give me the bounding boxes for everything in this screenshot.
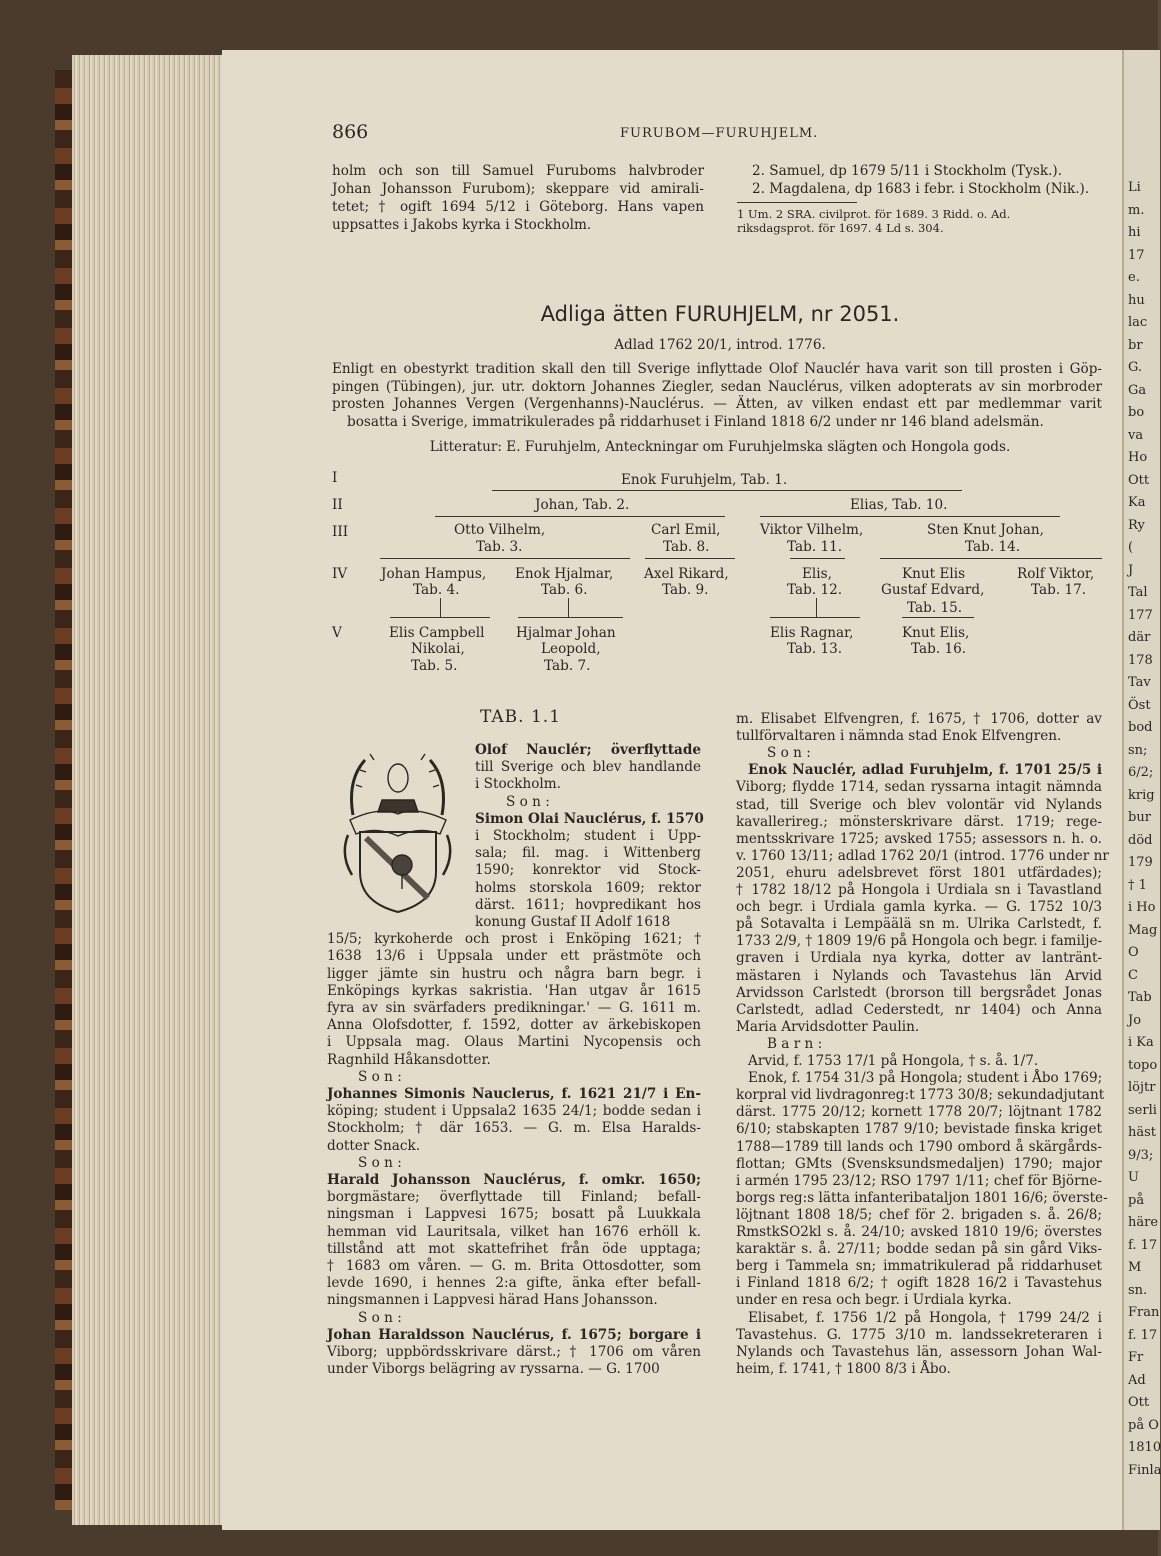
tree-entry: Elis,	[802, 566, 832, 582]
tree-entry: Enok Hjalmar,	[515, 566, 614, 582]
left-column-line: till Sverige och blev handlande	[475, 759, 701, 776]
next-page-fragment: 177	[1128, 607, 1153, 623]
next-page-fragment: Ka	[1128, 495, 1146, 510]
left-column-line: 1590; konrektor vid Stock-	[475, 862, 701, 879]
generation-numeral: I	[332, 470, 338, 486]
next-page-fragment: serli	[1128, 1102, 1157, 1118]
left-column-line: ningsman i Lappvesi 1675; bosatt på Luukkala	[327, 1206, 701, 1223]
tree-entry: Viktor Vilhelm,	[760, 522, 864, 538]
generation-numeral: V	[332, 625, 342, 641]
left-column-line: ningsmannen i Lappvesi härad Hans Johansson.	[327, 1292, 658, 1309]
coat-of-arms	[330, 740, 465, 915]
tree-brace	[390, 617, 490, 624]
tree-entry: Tab. 7.	[544, 658, 591, 674]
left-column-line: köping; student i Uppsala2 1635 24/1; bodde sedan i	[327, 1103, 701, 1120]
tree-entry: Tab. 16.	[911, 641, 967, 657]
next-page-fragment: 179	[1128, 855, 1153, 870]
tree-entry: Leopold,	[541, 641, 601, 657]
left-column-line: levde 1690, i hennes 2:a gifte, änka efter befall-	[327, 1275, 701, 1292]
tree-entry: Tab. 9.	[662, 582, 709, 598]
left-column-line: 1638 13/6 i Uppsala under ett prästmöte och	[327, 948, 701, 965]
next-page-fragment: U	[1128, 1170, 1139, 1185]
left-column-line: Johannes Simonis Nauclerus, f. 1621 21/7 i En-	[327, 1086, 701, 1102]
right-column-line: flottan; GMts (Svensksundsmedaljen) 1790; major	[736, 1155, 1102, 1172]
next-page-fragment: häre	[1128, 1215, 1159, 1230]
next-page-fragment: sn.	[1128, 1282, 1148, 1298]
left-column-line: Johan Haraldsson Nauclérus, f. 1675; borgare i	[327, 1326, 701, 1343]
left-column-line: hemman vid Lauritsala, vilket han 1676 erhöll k.	[327, 1223, 701, 1240]
footnote-line: 1 Um. 2 SRA. civilprot. för 1689. 3 Ridd. o. Ad.	[737, 207, 1011, 221]
left-column-line: i Stockholm.	[475, 776, 561, 793]
next-page-fragment: Ho	[1128, 450, 1148, 465]
left-column-line: sala; fil. mag. i Wittenberg	[475, 845, 701, 862]
right-column-line: under en resa och begr. i Urdiala kyrka.	[736, 1292, 1012, 1309]
next-page-fragment: i Ka	[1128, 1035, 1154, 1050]
literature-line: Litteratur: E. Furuhjelm, Anteckningar om Furuhjelmska slägten och Hongola gods.	[429, 439, 1011, 455]
top-right-line: 2. Samuel, dp 1679 5/11 i Stockholm (Tysk.).	[752, 163, 1063, 179]
tree-entry: Tab. 3.	[476, 539, 523, 555]
next-page-fragment: J	[1128, 562, 1134, 578]
right-column-line: mentsskrivare 1725; avsked 1755; assessors n. h. o.	[736, 830, 1102, 847]
top-left-line: Johan Johansson Furubom); skeppare vid amirali-	[332, 181, 704, 197]
right-column-line: Enok Nauclér, adlad Furuhjelm, f. 1701 25/5 i	[748, 762, 1102, 779]
right-column-line: RmstkSO2kl s. å. 24/10; avsked 1810 19/6; överstes	[736, 1224, 1102, 1240]
tab-title: TAB. 1.1	[480, 707, 562, 727]
right-column-line: borgs reg:s lätta infanteribataljon 1801 16/6; överste-	[736, 1189, 1108, 1206]
next-page-fragment: löjtr	[1128, 1080, 1156, 1095]
tree-entry: Tab. 6.	[541, 582, 588, 598]
tree-entry: Tab. 5.	[411, 658, 458, 674]
next-page-fragment: Fr	[1128, 1350, 1144, 1365]
left-column-line: borgmästare; överflyttade till Finland; befall-	[327, 1189, 701, 1206]
top-left-line: uppsattes i Jakobs kyrka i Stockholm.	[332, 217, 592, 233]
intro-line: bosatta i Sverige, immatrikulerades på riddarhuset i Finland 1818 6/2 under nr 146 bland adelsmän.	[347, 413, 1044, 430]
right-column-line: 1788—1789 till lands och 1790 ombord å skärgårds-	[736, 1138, 1102, 1155]
right-column-line: Enok, f. 1754 31/3 på Hongola; student i Åbo 1769;	[748, 1070, 1103, 1087]
tree-entry: Tab. 15.	[907, 600, 963, 616]
left-column-line: 15/5; kyrkoherde och prost i Enköping 1621; †	[327, 931, 701, 948]
right-column-line: karaktär s. å. 27/11; bodde sedan på sin gård Viks-	[736, 1241, 1102, 1258]
next-page-fragment: Mag	[1128, 922, 1158, 938]
tree-entry: Elis Campbell	[389, 625, 485, 641]
next-page-fragment: häst	[1128, 1125, 1157, 1140]
right-column-line: Maria Arvidsdotter Paulin.	[736, 1018, 920, 1035]
tree-entry: Tab. 4.	[413, 582, 460, 598]
next-page-fragment: Ott	[1128, 1395, 1150, 1410]
left-column-line: S o n :	[358, 1309, 402, 1326]
top-left-line: tetet; † ogift 1694 5/12 i Göteborg. Hans vapen	[332, 199, 704, 215]
next-page-fragment: där	[1128, 630, 1151, 645]
next-page-fragment: Ad	[1128, 1372, 1146, 1388]
next-page-fragment: hu	[1128, 292, 1145, 308]
tree-brace	[492, 490, 962, 497]
next-page-fragment: Finla	[1128, 1462, 1161, 1478]
left-column-line: Simon Olai Nauclérus, f. 1570	[475, 810, 704, 827]
next-page-fragment: M	[1128, 1260, 1142, 1275]
next-page-fragment: 1810	[1128, 1440, 1161, 1455]
tree-entry: Knut Elis,	[902, 625, 970, 641]
next-page-fragment: G.	[1128, 360, 1143, 375]
tree-entry: Tab. 8.	[663, 539, 710, 555]
tree-entry: Elis Ragnar,	[770, 625, 854, 641]
tree-entry: Enok Furuhjelm, Tab. 1.	[621, 472, 788, 488]
left-column-line: S o n :	[358, 1068, 402, 1085]
right-column-line: i armén 1795 23/12; RSO 1797 1/11; chef för Björne-	[736, 1172, 1102, 1189]
next-page-fragment: f. 17	[1128, 1327, 1158, 1343]
next-page-fragment: hi	[1128, 225, 1141, 240]
right-column-line: B a r n :	[767, 1035, 823, 1052]
running-title: FURUBOM—FURUHJELM.	[620, 126, 819, 141]
left-column-line: S o n :	[358, 1154, 402, 1171]
tree-brace	[518, 617, 623, 624]
tree-entry: Tab. 17.	[1031, 582, 1087, 598]
next-page-fragment: C	[1128, 967, 1138, 983]
left-column-line: därst. 1611; hovpredikant hos	[475, 896, 701, 913]
next-page-fragment: O	[1128, 945, 1139, 960]
right-column-line: därst. 1775 20/12; kornett 1778 20/7; löjtnant 1782	[736, 1104, 1102, 1121]
right-column-line: på Sotavalta i Lempäälä sn m. Ulrika Carlstedt, f.	[736, 916, 1102, 933]
next-page-fragment: Tal	[1128, 585, 1148, 600]
next-page-fragment: Ott	[1128, 472, 1150, 488]
left-column-line: Stockholm; † där 1653. — G. m. Elsa Haralds-	[327, 1120, 701, 1137]
next-page-fragment: † 1	[1128, 877, 1147, 893]
tree-entry: Johan Hampus,	[381, 566, 487, 582]
next-page-fragment: 17	[1128, 247, 1145, 263]
right-column-line: Elisabet, f. 1756 1/2 på Hongola, † 1799 24/2 i	[748, 1309, 1102, 1326]
tree-entry: Elias, Tab. 10.	[850, 497, 948, 513]
generation-numeral: II	[332, 497, 343, 513]
next-page-fragment: Li	[1128, 180, 1141, 195]
tree-entry: Tab. 13.	[787, 641, 843, 657]
next-page-fragment: topo	[1128, 1057, 1158, 1073]
tree-entry: Sten Knut Johan,	[927, 522, 1044, 538]
left-column-line: † 1683 om våren. — G. m. Brita Ottosdotter, som	[327, 1258, 701, 1274]
right-column-line: S o n :	[767, 745, 811, 762]
tree-brace	[902, 617, 974, 624]
page-edges	[72, 55, 222, 1525]
tree-brace	[880, 558, 1102, 565]
intro-line: prosten Johannes Vergen (Vergenhanns)-Nauclérus. — Ätten, av vilken endast ett par medlemmar varit	[332, 396, 1102, 412]
tree-entry: Tab. 11.	[787, 539, 843, 555]
right-column-line: Carlstedt, adlad Cederstedt, nr 1404) och Anna	[736, 1001, 1102, 1018]
left-column-line: i Stockholm; student i Upp-	[475, 828, 701, 844]
tree-entry: Johan, Tab. 2.	[535, 497, 630, 513]
next-page-fragment: Ga	[1128, 382, 1147, 398]
next-page-fragment: va	[1128, 427, 1144, 443]
intro-line: Enligt en obestyrkt tradition skall den till Sverige inflyttade Olof Nauclér hava varit son till prosten i Göp-	[332, 361, 1102, 377]
right-column-line: stad, till Sverige och blev volontär vid Nylands	[736, 796, 1102, 813]
next-page-fragment: Fran	[1128, 1305, 1160, 1320]
next-page-fragment: på O	[1128, 1417, 1159, 1433]
right-column-line: korpral vid livdragonreg:t 1773 30/8; sekundadjutant	[736, 1087, 1105, 1104]
next-page-fragment: i Ho	[1128, 900, 1156, 915]
next-page-fragment: 178	[1128, 652, 1153, 668]
tree-line	[816, 598, 817, 618]
next-page-fragment: br	[1128, 337, 1143, 353]
right-column-line: Nylands och Tavastehus län, assessorn Johan Wal-	[736, 1343, 1102, 1360]
left-column-line: tillstånd att mot skattefrihet från öde upptaga;	[327, 1240, 701, 1257]
right-column-line: Arvid, f. 1753 17/1 på Hongola, † s. å. 1/7.	[748, 1053, 1039, 1069]
next-page-fragment: 6/2;	[1128, 765, 1154, 780]
tree-entry: Knut Elis	[902, 566, 966, 582]
next-page-fragment: f. 17	[1128, 1237, 1158, 1253]
left-column-line: konung Gustaf II Adolf 1618	[475, 914, 671, 930]
next-page-fragment: Jo	[1128, 1012, 1142, 1028]
next-page-fragment: Tab	[1128, 990, 1152, 1005]
right-column-line: 6/10; stabskapten 1787 9/10; bevistade finska kriget	[736, 1121, 1102, 1138]
left-column-line: dotter Snack.	[327, 1137, 421, 1154]
intro-line: pingen (Tübingen), jur. utr. doktorn Johannes Ziegler, sedan Nauclérus, vilken adopterats av sin morbroder	[332, 378, 1102, 395]
page-number: 866	[332, 121, 369, 143]
left-column-line: Harald Johansson Nauclérus, f. omkr. 1650;	[327, 1172, 701, 1188]
next-page-fragment: Tav	[1128, 675, 1151, 690]
right-column-line: berg i Tammela sn; immatrikulerad på riddarhuset	[736, 1258, 1102, 1275]
next-page-fragment: bur	[1128, 810, 1151, 825]
left-column-line: i Uppsala mag. Olaus Martini Nycopensis och	[327, 1034, 701, 1051]
tree-brace	[645, 558, 735, 565]
right-column-line: v. 1760 13/11; adlad 1762 20/1 (introd. 1776 under nr	[736, 847, 1109, 864]
tree-entry: Tab. 14.	[965, 539, 1021, 555]
tree-entry: Tab. 12.	[787, 582, 843, 598]
right-column-line: och begr. i Urdiala gamla kyrka. — G. 1752 10/3	[736, 899, 1102, 916]
tree-entry: Axel Rikard,	[644, 566, 729, 582]
right-column-line: Tavastehus. G. 1775 3/10 m. landssekreteraren i	[736, 1326, 1102, 1343]
right-column-line: † 1782 18/12 på Hongola i Urdiala sn i Tavastland	[736, 882, 1102, 898]
next-page-fragment: Öst	[1128, 697, 1151, 713]
next-page-fragment: krig	[1128, 787, 1155, 803]
right-column-line: Arvidsson Carlstedt (brorson till bergsrådet Jonas	[736, 984, 1102, 1001]
left-column-line: under Viborgs belägring av ryssarna. — G. 1700	[327, 1361, 660, 1378]
next-page-fragment: bod	[1128, 720, 1153, 735]
right-column-line: graven i Urdiala nya kyrka, dotter av lantränt-	[736, 950, 1102, 967]
right-column-line: kavallerireg.; mönsterskrivare därst. 1719; rege-	[736, 813, 1102, 830]
footnote-line: riksdagsprot. för 1697. 4 Ld s. 304.	[737, 221, 944, 235]
tree-entry: Carl Emil,	[651, 522, 721, 538]
next-page-fragment: (	[1128, 540, 1134, 555]
tree-entry: Nikolai,	[411, 641, 465, 657]
left-column-line: fyra av sin svärfaders predikningar.' — G. 1611 m.	[327, 1000, 701, 1016]
next-page-fragment: m.	[1128, 202, 1145, 218]
left-column-line: Ragnhild Håkansdotter.	[327, 1051, 491, 1068]
tree-brace	[770, 617, 860, 624]
tree-line	[568, 598, 569, 618]
tree-entry: Gustaf Edvard,	[881, 582, 985, 598]
family-heading: Adliga ätten FURUHJELM, nr 2051.	[540, 302, 900, 326]
right-column-line: 1733 2/9, † 1809 19/6 på Hongola och begr. i familje-	[736, 933, 1103, 950]
left-column-line: Anna Olofsdotter, f. 1592, dotter av ärkebiskopen	[327, 1017, 701, 1034]
next-page-fragment: Ry	[1128, 517, 1145, 533]
next-page-fragment: e.	[1128, 270, 1140, 285]
next-page-fragment: bo	[1128, 405, 1145, 420]
right-column-line: m. Elisabet Elfvengren, f. 1675, † 1706, dotter av	[736, 711, 1102, 727]
right-column-line: heim, f. 1741, † 1800 8/3 i Åbo.	[736, 1360, 951, 1377]
tree-brace	[790, 558, 845, 565]
left-column-line: holms storskola 1609; rektor	[475, 879, 701, 896]
tree-brace	[380, 558, 630, 565]
next-page-fragment: lac	[1128, 315, 1148, 330]
next-page-fragment: 9/3;	[1128, 1147, 1154, 1163]
left-column-line: Enköpings kyrkas sakristia. 'Han utgav år 1615	[327, 982, 701, 999]
heading-subtitle: Adlad 1762 20/1, introd. 1776.	[614, 337, 826, 353]
top-left-line: holm och son till Samuel Furuboms halvbroder	[332, 163, 704, 179]
next-page-fragment: död	[1128, 832, 1153, 848]
right-column-line: löjtnant 1808 18/5; chef för 2. brigaden s. å. 26/8;	[736, 1206, 1102, 1223]
tree-line	[440, 598, 441, 618]
top-right-line: 2. Magdalena, dp 1683 i febr. i Stockholm (Nik.).	[752, 181, 1090, 197]
footnote-rule	[737, 202, 857, 203]
right-column-line: tullförvaltaren i nämnda stad Enok Elfvengren.	[736, 728, 1062, 745]
generation-numeral: III	[332, 524, 349, 540]
left-column-line: Viborg; uppbördsskrivare därst.; † 1706 om våren	[327, 1344, 701, 1360]
right-column-line: mästaren i Nylands och Tavastehus län Arvid	[736, 967, 1102, 984]
tree-entry: Otto Vilhelm,	[454, 522, 546, 538]
right-column-line: i Finland 1818 6/2; † ogift 1828 16/2 i Tavastehus	[736, 1275, 1102, 1292]
left-column-line: Olof Nauclér; överflyttade	[475, 742, 701, 758]
right-column-line: 2051, ehuru adelsbrevet först 1801 utfärdades);	[736, 864, 1102, 881]
left-column-line: ligger jämte sin hustru och några barn begr. i	[327, 965, 701, 982]
tree-entry: Hjalmar Johan	[516, 625, 616, 641]
next-page-fragment: på	[1128, 1192, 1145, 1208]
right-column-line: Viborg; flydde 1714, sedan ryssarna intagit nämnda	[736, 779, 1102, 796]
next-page-fragment: sn;	[1128, 742, 1148, 758]
left-column-line: S o n :	[506, 793, 550, 810]
generation-numeral: IV	[332, 566, 348, 582]
tree-entry: Rolf Viktor,	[1017, 566, 1095, 582]
next-page-strip	[1122, 50, 1160, 1530]
